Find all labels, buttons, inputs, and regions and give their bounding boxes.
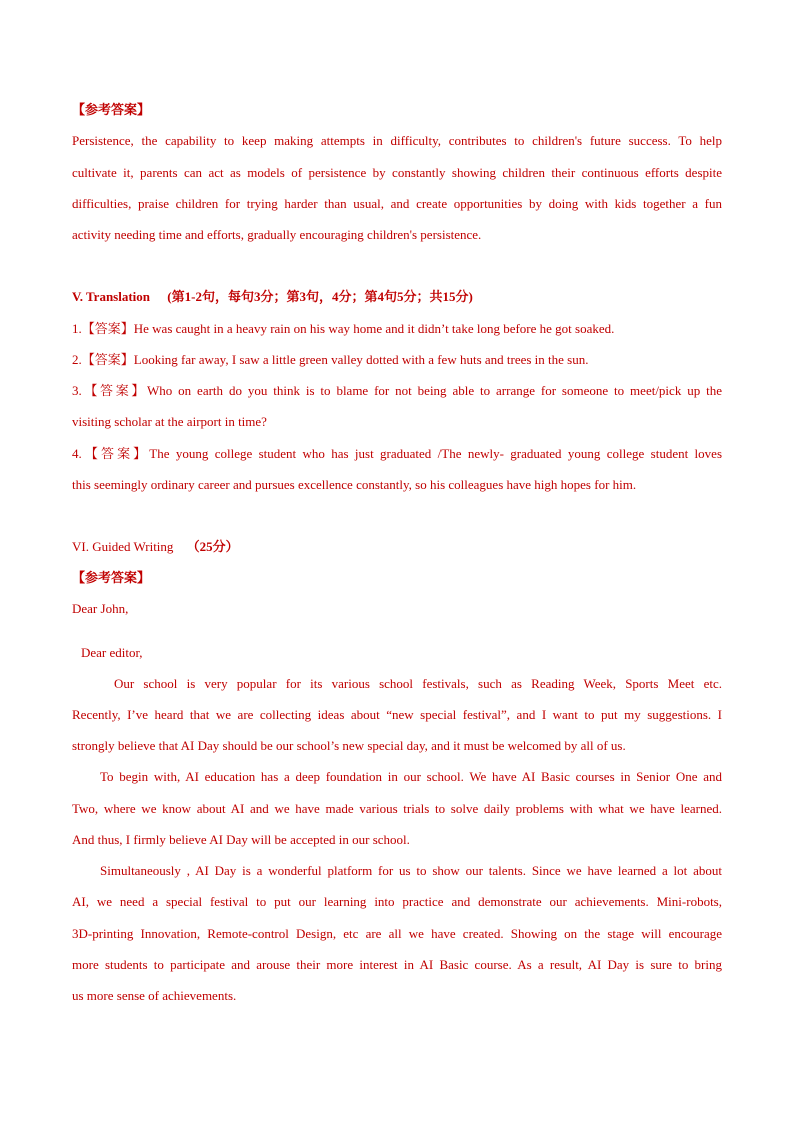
- section-title: V. Translation: [72, 289, 151, 304]
- paragraph-line: Simultaneously , AI Day is a wonderful platform for us to show our talents. Since we have learned a lot about: [100, 863, 722, 878]
- paragraph-line: AI, we need a special festival to put our learning into practice and demonstrate our achievements. Mini-robots,: [72, 894, 722, 909]
- translation-item: 4.【答案】The young college student who has just graduated /The newly- graduated young college student loves: [72, 446, 722, 461]
- score-note: (第1-2句，每句3分；第3句，4分；第4句5分；共15分): [167, 289, 473, 304]
- salutation: Dear editor,: [81, 645, 143, 660]
- paragraph-line: strongly believe that AI Day should be our school’s new special day, and it must be welcomed by all of us.: [72, 738, 626, 753]
- paragraph-line: Persistence, the capability to keep making attempts in difficulty, contributes to children's future success. To help: [72, 133, 722, 148]
- section-title: VI. Guided Writing: [72, 539, 174, 554]
- translation-item: 2.【答案】Looking far away, I saw a little green valley dotted with a few huts and trees in the sun.: [72, 352, 589, 367]
- paragraph-line: Recently, I’ve heard that we are collecting ideas about “new special festival”, and I want to put my suggestions. I: [72, 707, 722, 722]
- paragraph-line: difficulties, praise children for trying harder than usual, and create opportunities by doing with kids together a fun: [72, 196, 722, 211]
- translation-item: this seemingly ordinary career and pursues excellence constantly, so his colleagues have high hopes for him.: [72, 477, 637, 492]
- score-note: （25分）: [186, 539, 239, 554]
- section-heading: [72, 539, 239, 555]
- paragraph-line: us more sense of achievements.: [72, 988, 237, 1003]
- translation-item: visiting scholar at the airport in time?: [72, 414, 267, 429]
- section-heading: [72, 289, 473, 305]
- paragraph-line: To begin with, AI education has a deep foundation in our school. We have AI Basic courses in Senior One and: [100, 769, 722, 784]
- translation-item: 3.【答案】Who on earth do you think is to blame for not being able to arrange for someone to meet/pick up the: [72, 383, 722, 398]
- paragraph-line: Our school is very popular for its various school festivals, such as Reading Week, Sports Meet etc.: [114, 676, 722, 691]
- paragraph-line: And thus, I firmly believe AI Day will be accepted in our school.: [72, 832, 410, 847]
- paragraph-line: 3D-printing Innovation, Remote-control Design, etc are all we have created. Showing on the stage will encourage: [72, 926, 722, 941]
- paragraph-line: cultivate it, parents can act as models of persistence by constantly showing children their continuous efforts despite: [72, 165, 722, 180]
- translation-item: 1.【答案】He was caught in a heavy rain on his way home and it didn’t take long before he got soaked.: [72, 321, 615, 336]
- paragraph-line: more students to participate and arouse their more interest in AI Basic course. As a result, AI Day is sure to bring: [72, 957, 722, 972]
- salutation: Dear John,: [72, 601, 129, 616]
- answer-label: 【参考答案】: [72, 102, 151, 117]
- answer-label: 【参考答案】: [72, 570, 151, 585]
- paragraph-line: activity needing time and efforts, gradually encouraging children's persistence.: [72, 227, 482, 242]
- paragraph-line: Two, where we know about AI and we have made various trials to solve daily problems with what we have learned.: [72, 801, 722, 816]
